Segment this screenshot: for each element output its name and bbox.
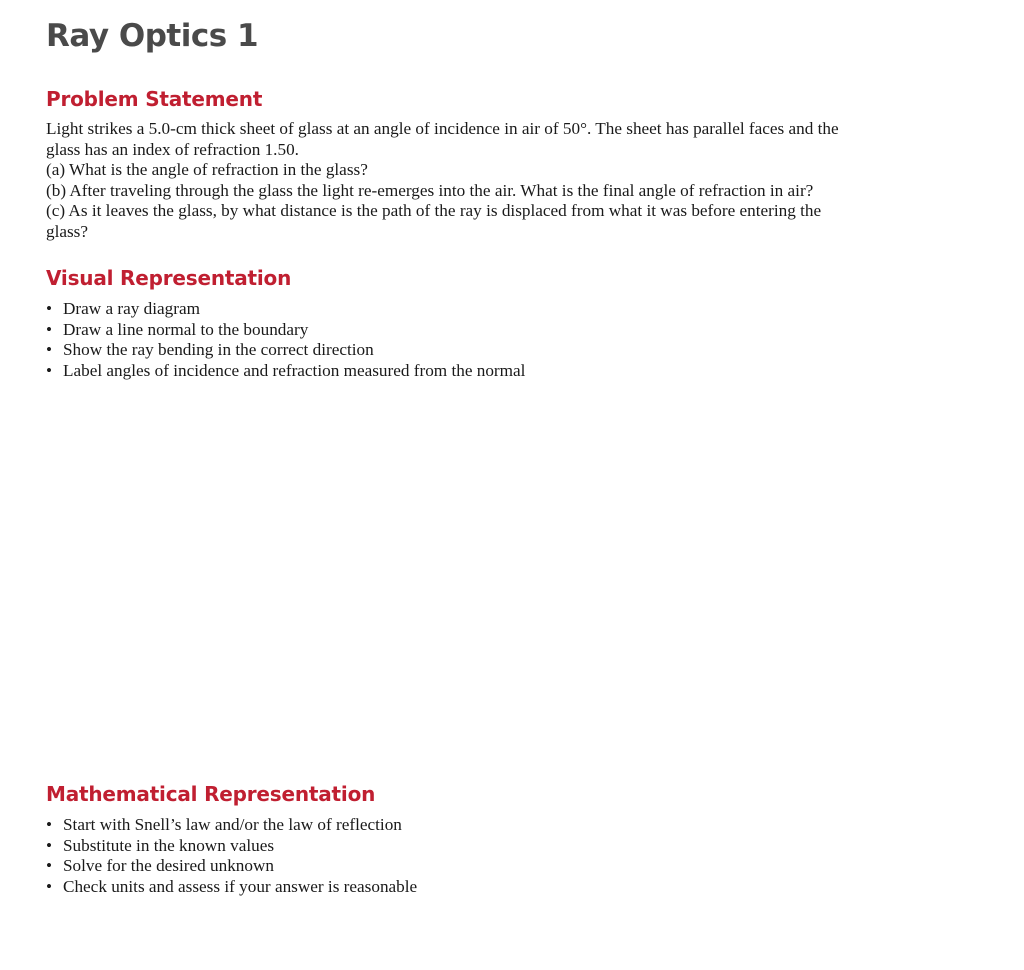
problem-line: Light strikes a 5.0-cm thick sheet of glass at an angle of incidence in air of 50°. The sheet has parallel faces and the (46, 119, 839, 138)
list-item-text: Label angles of incidence and refraction measured from the normal (63, 360, 526, 380)
bullet-icon: • (46, 815, 53, 834)
problem-statement-text (46, 119, 946, 243)
problem-part-c: (c) As it leaves the glass, by what distance is the path of the ray is displaced from what it was before entering the (46, 201, 822, 221)
problem-line: glass? (46, 221, 89, 241)
list-item (46, 877, 417, 898)
problem-statement-heading: Problem Statement (46, 87, 263, 111)
problem-part-b: (b) After traveling through the glass the light re-emerges into the air. What is the final angle of refraction in air? (46, 180, 814, 200)
list-item-text: Start with Snell’s law and/or the law of reflection (63, 815, 402, 834)
list-item (46, 340, 525, 361)
page-title: Ray Optics 1 (46, 18, 259, 54)
list-item (46, 815, 417, 836)
list-item-text: Show the ray bending in the correct direction (63, 340, 374, 360)
problem-part-a: (a) What is the angle of refraction in the glass? (46, 160, 368, 180)
list-item (46, 361, 525, 382)
mathematical-representation-list (46, 815, 417, 897)
visual-representation-list (46, 299, 525, 381)
problem-line: glass has an index of refraction 1.50. (46, 139, 299, 159)
list-item-text: Draw a ray diagram (63, 299, 200, 318)
bullet-icon: • (46, 835, 53, 855)
bullet-icon: • (46, 360, 53, 380)
list-item (46, 320, 525, 341)
bullet-icon: • (46, 299, 53, 318)
bullet-icon: • (46, 856, 53, 876)
list-item-text: Draw a line normal to the boundary (63, 319, 309, 339)
mathematical-representation-heading: Mathematical Representation (46, 782, 376, 806)
list-item (46, 856, 417, 877)
bullet-icon: • (46, 340, 53, 360)
list-item-text: Solve for the desired unknown (63, 856, 274, 876)
list-item (46, 299, 525, 320)
bullet-icon: • (46, 319, 53, 339)
bullet-icon: • (46, 876, 53, 896)
list-item (46, 836, 417, 857)
list-item-text: Check units and assess if your answer is reasonable (63, 876, 418, 896)
visual-representation-heading: Visual Representation (46, 266, 292, 290)
list-item-text: Substitute in the known values (63, 835, 275, 855)
